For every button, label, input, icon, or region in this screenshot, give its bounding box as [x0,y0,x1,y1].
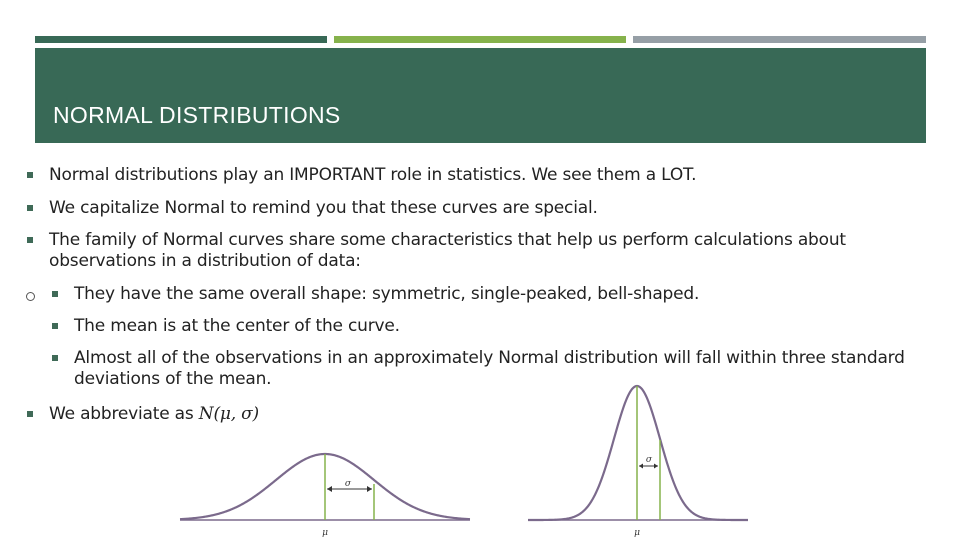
bullet-3-text-line-1: The family of Normal curves share some characteristics that help us perform calculations about [49,230,846,250]
bullet-marker [27,411,33,417]
arrow-head-right [367,486,372,492]
mean-label: μ [322,528,328,538]
sd-label: σ [645,455,653,465]
sub-bullet-1-text: They have the same overall shape: symmetric, single-peaked, bell-shaped. [74,284,700,304]
sub-bullet-marker [52,291,58,297]
bell-curve [528,386,748,520]
bullet-marker [27,205,33,211]
accent-bar-gray [633,36,926,43]
bullet-3-text-line-2: observations in a distribution of data: [49,251,361,271]
narrow-normal-curve-figure [526,380,756,540]
bullet-1-text: Normal distributions play an IMPORTANT role in statistics. We see them a LOT. [49,165,697,185]
bullet-marker [27,172,33,178]
accent-bar-green-light [334,36,626,43]
sub-bullet-marker [52,323,58,329]
bullet-2-text: We capitalize Normal to remind you that these curves are special. [49,198,598,218]
accent-bar-green-dark [35,36,327,43]
wide-normal-curve-figure [178,380,478,540]
arrow-head-right [654,464,658,469]
title-banner [35,48,926,143]
hollow-circle-bullet-icon [26,292,35,301]
sub-bullet-3-text-line-1: Almost all of the observations in an approximately Normal distribution will fall within three standard [74,348,905,368]
bullet-marker [27,237,33,243]
sub-bullet-3-text-line-2: deviations of the mean. [74,369,272,389]
sd-label: σ [344,479,352,489]
arrow-head-left [639,464,643,469]
arrow-head-left [327,486,332,492]
sub-bullet-marker [52,355,58,361]
mean-label: μ [634,528,640,538]
slide-title: NORMAL DISTRIBUTIONS [53,102,341,128]
abbrev-text: We abbreviate as [49,404,199,424]
sub-bullet-2-text: The mean is at the center of the curve. [74,316,400,336]
normal-notation: N(μ, σ) [198,404,259,424]
